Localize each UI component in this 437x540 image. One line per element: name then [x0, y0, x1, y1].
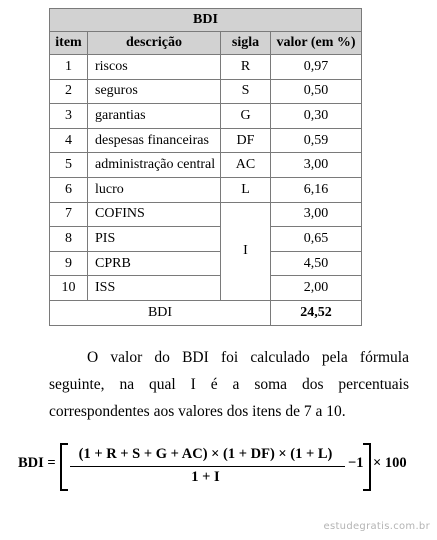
formula-times-100: × 100 — [373, 455, 407, 471]
row-valor: 4,50 — [271, 251, 362, 276]
row-valor: 0,97 — [271, 55, 362, 80]
table-title: BDI — [50, 9, 362, 32]
table-row — [50, 251, 362, 276]
row-valor: 0,59 — [271, 128, 362, 153]
left-bracket — [60, 443, 68, 491]
row-descricao: ISS — [88, 276, 221, 301]
bdi-table — [49, 8, 362, 326]
header-sigla: sigla — [221, 32, 271, 55]
row-valor: 3,00 — [271, 153, 362, 178]
table-row — [50, 276, 362, 301]
row-valor: 6,16 — [271, 177, 362, 202]
total-value: 24,52 — [271, 300, 362, 325]
row-descricao: riscos — [88, 55, 221, 80]
row-descricao: lucro — [88, 177, 221, 202]
row-descricao: despesas financeiras — [88, 128, 221, 153]
row-descricao: CPRB — [88, 251, 221, 276]
row-sigla-merged: I — [221, 202, 271, 300]
formula-numerator: (1 + R + S + G + AC) × (1 + DF) × (1 + L) — [78, 446, 333, 462]
formula-denominator: 1 + I — [191, 469, 220, 485]
row-sigla: R — [221, 55, 271, 80]
row-descricao: PIS — [88, 227, 221, 252]
row-item: 8 — [50, 227, 88, 252]
header-descricao: descrição — [88, 32, 221, 55]
row-item: 1 — [50, 55, 88, 80]
bdi-formula — [18, 443, 418, 487]
table-row — [50, 79, 362, 104]
row-item: 3 — [50, 104, 88, 129]
total-row — [50, 300, 362, 325]
table-row — [50, 177, 362, 202]
row-descricao: garantias — [88, 104, 221, 129]
table-row — [50, 128, 362, 153]
row-item: 7 — [50, 202, 88, 227]
row-item: 10 — [50, 276, 88, 301]
row-item: 4 — [50, 128, 88, 153]
row-item: 5 — [50, 153, 88, 178]
right-bracket — [363, 443, 371, 491]
header-item: item — [50, 32, 88, 55]
row-descricao: seguros — [88, 79, 221, 104]
table-row — [50, 202, 362, 227]
row-sigla: AC — [221, 153, 271, 178]
table-row — [50, 227, 362, 252]
row-item: 2 — [50, 79, 88, 104]
row-valor: 0,50 — [271, 79, 362, 104]
explanation-paragraph — [49, 344, 409, 425]
row-sigla: S — [221, 79, 271, 104]
row-valor: 3,00 — [271, 202, 362, 227]
row-item: 6 — [50, 177, 88, 202]
total-label: BDI — [50, 300, 271, 325]
table-row — [50, 55, 362, 80]
row-valor: 2,00 — [271, 276, 362, 301]
row-descricao: administração central — [88, 153, 221, 178]
formula-lhs: BDI = — [18, 455, 56, 471]
row-valor: 0,30 — [271, 104, 362, 129]
header-valor: valor (em %) — [271, 32, 362, 55]
row-valor: 0,65 — [271, 227, 362, 252]
fraction-bar — [70, 466, 345, 467]
paragraph-text: O valor do BDI foi calculado pela fórmula seguinte, na qual I é a soma dos percentuais correspondentes aos valores dos itens de 7 a 10. — [49, 349, 409, 420]
watermark: estudegratis.com.br — [323, 521, 430, 532]
row-sigla: DF — [221, 128, 271, 153]
formula-minus-one: −1 — [348, 455, 364, 471]
row-item: 9 — [50, 251, 88, 276]
table-row — [50, 153, 362, 178]
row-descricao: COFINS — [88, 202, 221, 227]
row-sigla: G — [221, 104, 271, 129]
row-sigla: L — [221, 177, 271, 202]
table-row — [50, 104, 362, 129]
